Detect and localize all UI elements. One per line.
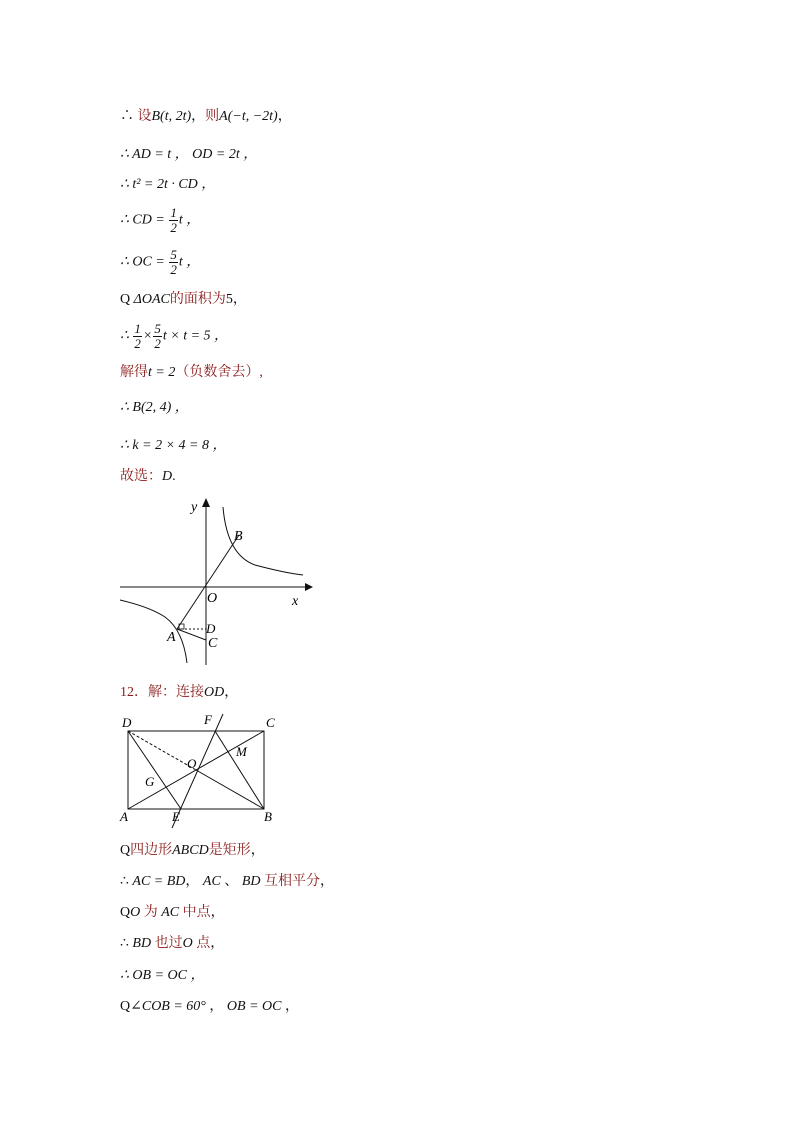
numerator: 1: [134, 321, 141, 336]
math-a: A(−t, −2t): [219, 109, 278, 124]
step-equation: [120, 322, 228, 351]
math-ac-bd: AC = BD: [132, 874, 186, 889]
text-solve: 解得: [120, 365, 148, 380]
step-midpoint: [120, 904, 225, 922]
denominator: 2: [134, 336, 141, 351]
step-t-squared: ∴ t² = 2t · CD ，: [120, 177, 216, 192]
segment-de: [128, 731, 181, 809]
label-g: G: [145, 774, 155, 789]
text-connect: 解：连接: [148, 685, 204, 700]
because-symbol: Q: [120, 292, 134, 307]
hyperbola-graph: [115, 495, 315, 670]
denominator: 2: [170, 220, 177, 235]
problem-number: 12．: [120, 685, 148, 700]
problem-12-heading: [120, 684, 238, 702]
label-o2: O: [187, 756, 197, 771]
line-ab: [177, 535, 239, 629]
text-choose: 故选：: [120, 469, 162, 484]
denominator: 2: [154, 336, 161, 351]
label-o: O: [207, 591, 218, 606]
punct: 、: [220, 874, 242, 889]
label-b: B: [234, 529, 243, 544]
label-a2: A: [120, 809, 128, 824]
step-bd-through-o: [120, 935, 224, 953]
math-b: B(t, 2t): [151, 109, 192, 124]
punct: .: [172, 469, 176, 484]
text-midpoint: 中点: [179, 905, 211, 920]
step-angle: [120, 998, 299, 1016]
therefore-symbol: ∴: [120, 874, 133, 889]
punct: ，: [210, 936, 225, 951]
punct: ，: [277, 109, 292, 124]
hyperbola-branch-3: [120, 600, 187, 663]
math-o: O: [182, 936, 193, 951]
because-symbol: Q: [120, 843, 131, 858]
text-bisect: 互相平分: [260, 874, 320, 889]
x-axis-arrow: [305, 583, 313, 591]
punct: ，: [281, 999, 299, 1014]
math-ac: AC: [202, 874, 221, 889]
label-y: y: [191, 500, 198, 515]
numerator: 1: [170, 205, 177, 220]
rhs: t ，: [178, 254, 201, 270]
step-answer: [120, 468, 176, 486]
text-discard: （负数舍去）,: [175, 365, 263, 380]
rectangle-diagram: [115, 710, 285, 830]
fraction: [169, 206, 178, 235]
math-od: OD: [204, 685, 225, 700]
label-d: D: [206, 621, 216, 636]
punct: ，: [224, 685, 239, 700]
math-bd: BD: [241, 874, 261, 889]
fraction: [133, 322, 142, 351]
math-t: t = 2: [148, 365, 176, 380]
numerator: 5: [170, 247, 177, 262]
therefore-symbol: ∴: [120, 328, 133, 344]
punct: ，: [185, 874, 203, 889]
segment-do: [128, 731, 196, 770]
math-ac: AC: [161, 905, 180, 920]
text-passes: 也过: [151, 936, 183, 951]
step-oc: [120, 248, 200, 277]
punct: ，: [319, 874, 334, 889]
segment-bo: [196, 770, 264, 809]
text-set: 设: [137, 109, 152, 124]
text-point: 点: [192, 936, 211, 951]
math-abcd: ABCD: [172, 843, 209, 858]
label-c2: C: [266, 715, 275, 730]
label-m: M: [236, 744, 247, 759]
step-set-b: [120, 108, 292, 126]
label-e: E: [172, 809, 180, 824]
math-angle: ∠COB = 60°: [130, 999, 206, 1014]
punct: ，: [250, 843, 265, 858]
value: 5，: [225, 292, 247, 307]
label-x: x: [292, 594, 299, 609]
step-ad-od: ∴ AD = t ， OD = 2t ，: [120, 147, 258, 162]
fraction: [169, 248, 178, 277]
rhs: t ，: [178, 212, 201, 228]
step-ob-oc: ∴ OB = OC ，: [120, 968, 205, 983]
text-quad: 四边形: [130, 843, 173, 858]
punct: ，: [210, 905, 225, 920]
text-is: 为: [140, 905, 162, 920]
label-f: F: [204, 712, 212, 727]
math-o: O: [130, 905, 141, 920]
therefore-symbol: ∴: [120, 936, 133, 951]
text-then: 则: [205, 109, 220, 124]
text-is-rect: 是矩形: [208, 843, 251, 858]
math-ob-oc: OB = OC: [226, 999, 282, 1014]
step-diagonals: [120, 873, 334, 891]
fraction: [153, 322, 162, 351]
math-bd: BD: [132, 936, 152, 951]
because-symbol: Q: [120, 999, 131, 1014]
denominator: 2: [170, 262, 177, 277]
numerator: 5: [154, 321, 161, 336]
step-b-coord: ∴ B(2, 4) ，: [120, 400, 189, 415]
times: ×: [142, 328, 153, 344]
y-axis-arrow: [202, 498, 210, 507]
step-cd: [120, 206, 200, 235]
because-symbol: Q: [120, 905, 131, 920]
step-area: [120, 291, 247, 309]
rhs: t × t = 5 ，: [162, 328, 229, 344]
step-rectangle: [120, 842, 265, 860]
text-area: 的面积为: [169, 292, 226, 307]
label-d2: D: [122, 715, 132, 730]
therefore-symbol: ∴: [120, 109, 138, 124]
step-k: ∴ k = 2 × 4 = 8 ，: [120, 438, 227, 453]
punct: ，: [191, 109, 206, 124]
step-solve: [120, 364, 263, 382]
label-a: A: [167, 630, 176, 645]
segment-fb: [215, 731, 264, 809]
lhs: ∴ CD =: [120, 212, 169, 228]
math-triangle: ΔOAC: [133, 292, 170, 307]
lhs: ∴ OC =: [120, 254, 169, 270]
label-c: C: [208, 636, 218, 651]
label-b2: B: [264, 809, 272, 824]
answer-letter: D: [162, 469, 173, 484]
punct: ，: [205, 999, 227, 1014]
